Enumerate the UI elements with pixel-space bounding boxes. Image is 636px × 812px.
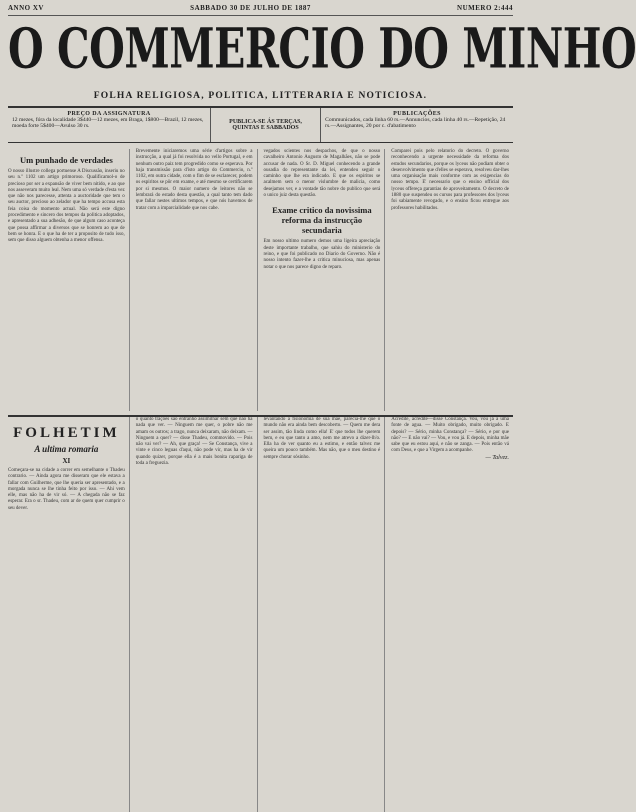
folhetim-column-4 [391, 417, 513, 812]
news-columns [8, 149, 513, 411]
publications-box [321, 108, 513, 142]
chapter-number: XI [62, 457, 71, 465]
article-text: Brevemente iniciaremos uma série d'artigos sobre a instrucção, a qual já foi resolvida no vello Portugal, e em nenhum outro paiz tem progredido como se esperava. Por haja transmissão para d'isto artigo do Commercio, n.º 1102, em outra cidade, com o fim de se esclarecer, podem os espiritos se pôr em exame, e até mesmo se certificarem por si mesmos. O maior numero de leitores não se lembrará do estado desta questão, a qual tanto tem dado que fallar nestes ultimos tempos, e que nós havemos de tratar com a imparcialidade que nos cabe. [135, 149, 253, 211]
folhetim-column-3 [264, 417, 386, 812]
article-text: vegados scientes nos despachos, de que o nosso cavalheiro Antonio Augusto de Magalhães, não se pode accusar de nada. O Sr. D. Miguel conhecendo a grande ousadia do representante da lei, entendeu seguir o caminho que lhe era indicado. E que os espiritos se acalmem sem o menor vislumbre de malicia, como desejamos ver, e a vontade tão nobre do publico que será o unico juiz desta questão. [263, 149, 381, 199]
folhetim-columns [8, 417, 513, 812]
subscription-heading: PREÇO DA ASSIGNATURA [67, 111, 151, 117]
article-heading: Exame critico da novissima reforma da instrucção secundaria [272, 205, 372, 236]
story-closing: — Talvez. [485, 454, 509, 461]
subscription-box [8, 108, 210, 142]
column-3 [264, 149, 386, 411]
info-bar [8, 108, 513, 143]
newspaper-subtitle: FOLHA RELIGIOSA, POLITICA, LITTERARIA E NOTICIOSA. [93, 91, 428, 101]
newspaper-title: O COMMERCIO DO MINHO [8, 16, 636, 82]
story-text: Acredite, acredite—disse Constança. Vou, vou já a uma fonte de agua. — Muito obrigado, muito obrigado. E depois? — Sério, minha Constança? — Sério, e por que não? — E não vai? — Vou, e vou já. E depois, minha mãe sabe que eu estou aqui, e não se zanga. — Pois então vá com Deus, e que a Virgem a acompanhe. [391, 417, 509, 454]
folhetim-column-2 [136, 417, 258, 812]
issue-number: NUMERO 2:444 [457, 4, 513, 12]
publications-text: Communicados, cada linha 60 rs.—Annuncios, cada linha 40 rs.—Repetição, 24 rs.—Assignantes, 20 por c. d'abatimento [325, 117, 506, 129]
story-text: Começara-se na cidade a correr em semelhante o Thadeu contrario. — Ainda agora me disseram que ele estava a fallar com Guilherme, que lhe queria ser apresentado, e a morgada nunca se lhe tinha feito por isso. — Ahi vem elle, mas não ha de vir só. — A chegada não se faz esperar. Era o sr. Thadeu, com ar de quem quer cumprir o seu dever. [8, 468, 125, 511]
issue-year: ANNO XV [8, 4, 44, 12]
column-2 [136, 149, 258, 411]
subscription-text: 12 mezes, fóra da localidade 3$440—12 mezes, em Braga, 1$800—Brazil, 12 mezes, moeda forte 5$400—Avulso 30 rs. [12, 117, 204, 129]
story-title: A ultima romaria [34, 444, 99, 454]
publication-days: PUBLICA-SE ÁS TERÇAS, QUINTAS E SABBADOS [210, 108, 321, 142]
column-1 [8, 149, 130, 411]
story-text: o quanto trações são entranho assimilhar sem que não ha nada que ver. — Ninguem me quer, o pobre não me amam os outros; a trago, nunca deixaram, não deixam. — Ninguem a quer? — disse Thadeu, commovido. — Pois não vai ver? — Ah, que graça! — Se Constança, vive a vinte e cinco leguas d'aqui, não pode vir, mas ha de vir quando quizer, porque ella é a mais bonita rapariga de toda a freguezia. [135, 417, 253, 467]
folhetim-heading: FOLHETIM [13, 425, 120, 441]
article-text: O nosso illustre collega portuense A Discussão, inseriu no seu n.º 1102 um artigo primoroso. Qualificamol-o de precioso por ser a expansão de viver bem nitido, e ao que nos asseveram muito leal. Nem uma só verdade d'esta vez que não nos parecesse, attenta a auctoridade que tem o seu auctor, precioso ao zelador que ha tempo accusa esta feia coisa do momento actual. Não será este digno procedimento e sincero dos tempos da politica adoptados, e apresentado a sua adhesão, de que algum caso aconteça que possa affirmar a diversos que se honrem ao que de bem se honra. E o que ha de ter a proposito de tudo isso, sem que disso alguem obtenha a menor offensa. [8, 169, 125, 244]
masthead [8, 16, 636, 101]
column-4 [391, 149, 513, 411]
folhetim-column-1 [8, 417, 130, 812]
story-text: levantando a fisionomia de sua mãe, parecia-lhe que o mundo não era ainda bem descoberto. — Quem me dera ser assim, tão linda como ella! E' que todos lhe querem bem, e eu que tanto a amo, nem me atrevo a dizer-lh'o. Ella ha de ver quanto eu a estimo, e então talvez me queira um pouco também. Mas não, que o meu destino é sempre chorar sósinho. [263, 417, 381, 460]
article-text: Comparei pois pelo relatorio do decreto. O governo reconhecendo a urgente necessidade da reforma dos estudos secundarios, porque os lyceus não podiam obter o desenvolvimento que d'elles se esperava, resolveu dar-lhes uma organisação mais conforme com as exigencias do nosso tempo. E' necessario que o ensino official dos lyceus offereça garantias de aproveitamento. O decreto de 1880 que suspendeu os cursos para professores dos lyceus foi sabiamente revogado, e o ensino ficou entregue aos professores habilitados. [391, 149, 509, 211]
article-text: Em nosso ultimo numero demos uma ligeira apreciação deste importante trabalho, que sahiu do ministerio do reino, e que foi publicado no Diario do Governo. Não é nosso intento fazer-lhe a critica minuciosa, mas apenas notar o que nos parece digno de reparo. [263, 239, 381, 270]
issue-date: SABBADO 30 DE JULHO DE 1887 [190, 4, 311, 12]
publications-heading: PUBLICAÇÕES [393, 111, 441, 117]
article-heading: Um punhado de verdades [19, 155, 113, 165]
